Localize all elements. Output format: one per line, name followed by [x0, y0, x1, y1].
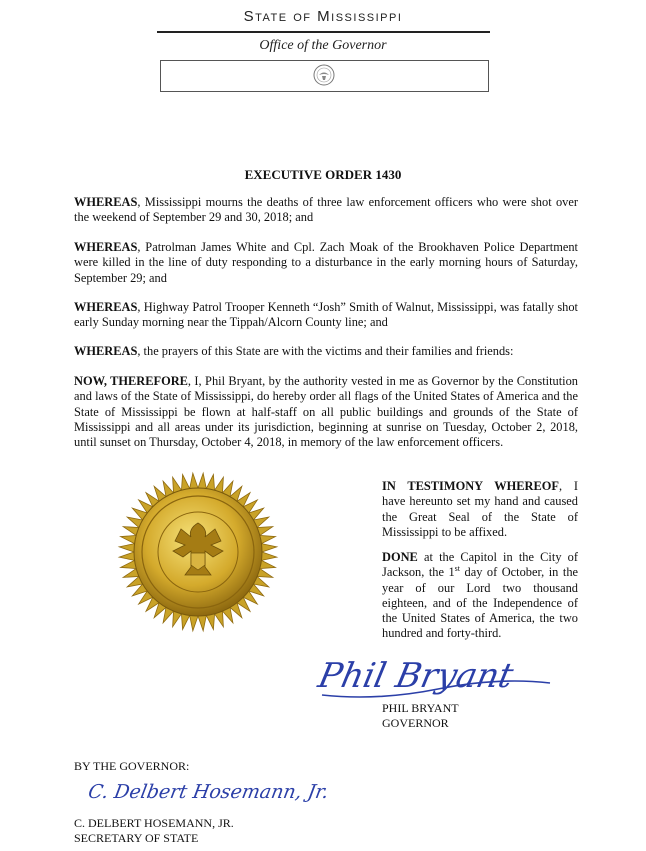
testimony-paragraph: IN TESTIMONY WHEREOF, I have hereunto set my hand and caused the Great Seal of the State of Mississippi to be affixed. [382, 479, 578, 539]
whereas-paragraph-4: WHEREAS, the prayers of this State are with the victims and their families and friends: [74, 344, 514, 358]
governor-title: GOVERNOR [382, 716, 449, 730]
state-seal-icon [313, 64, 335, 86]
done-label: DONE [382, 550, 418, 564]
now-therefore-paragraph: NOW, THEREFORE, I, Phil Bryant, by the authority vested in me as Governor by the Constitution and laws of the State of Mississippi, do hereby order all flags of the United States of America and the State of Mississippi be flown at half-staff on all public buildings and grounds of the State of Mississippi and all areas under its jurisdiction, beginning at sunrise on Tuesday, October 2, 2018, until sunset on Thursday, October 4, 2018, in memory of the law enforcement officers. [74, 374, 579, 450]
state-title: State of Mississippi [243, 8, 403, 25]
order-title: EXECUTIVE ORDER 1430 [244, 167, 402, 182]
svg-text:C. Delbert Hosemann, Jr.: C. Delbert Hosemann, Jr. [86, 780, 331, 803]
secretary-signature [82, 772, 331, 808]
whereas-label: WHEREAS [74, 240, 138, 254]
office-title: Office of the Governor [259, 38, 387, 53]
great-seal-icon [117, 471, 279, 633]
done-paragraph: DONE at the Capitol in the City of Jackson, the 1st day of October, in the year of our Lord two thousand eighteen, and of the Independence of the United States of America, the two hundred and forty-third. [382, 550, 579, 641]
svg-text:Phil Bryant: Phil Bryant [314, 656, 517, 696]
whereas-paragraph-2: WHEREAS, Patrolman James White and Cpl. Zach Moak of the Brookhaven Police Department were killed in the line of duty responding to a disturbance in the early morning hours of Saturday, September 29; and [74, 240, 578, 285]
whereas-paragraph-3: WHEREAS, Highway Patrol Trooper Kenneth “Josh” Smith of Walnut, Mississippi, was fatally shot early Sunday morning near the Tippah/Alcorn County line; and [74, 300, 578, 330]
whereas-label: WHEREAS [74, 300, 138, 314]
whereas-label: WHEREAS [74, 195, 138, 209]
testimony-label: IN TESTIMONY WHEREOF [382, 479, 559, 493]
secretary-title: SECRETARY OF STATE [74, 831, 199, 845]
governor-signature [314, 643, 558, 705]
header-rule [157, 31, 490, 33]
governor-name: PHIL BRYANT [382, 701, 459, 715]
by-the-governor-label: BY THE GOVERNOR: [74, 759, 190, 773]
whereas-label: WHEREAS [74, 344, 138, 358]
secretary-name: C. DELBERT HOSEMANN, JR. [74, 816, 234, 830]
now-therefore-label: NOW, THEREFORE [74, 374, 188, 388]
whereas-paragraph-1: WHEREAS, Mississippi mourns the deaths of three law enforcement officers who were shot over the weekend of September 29 and 30, 2018; and [74, 195, 578, 225]
